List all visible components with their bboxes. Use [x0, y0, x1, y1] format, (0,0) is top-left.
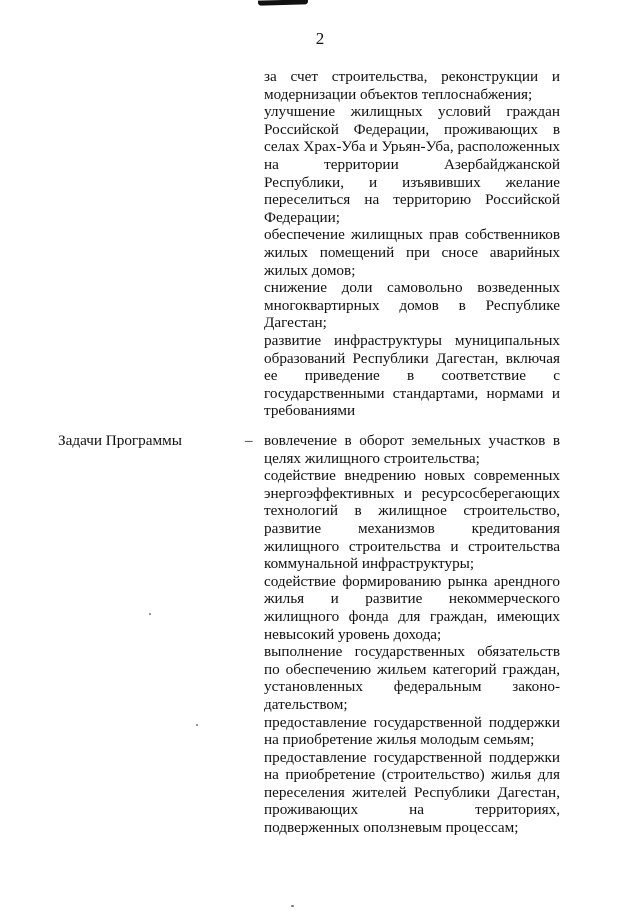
goals-continued-block	[264, 68, 560, 420]
page-number: 2	[315, 29, 325, 48]
tasks-block	[264, 432, 560, 837]
scan-mark	[258, 0, 308, 6]
scan-speck	[149, 613, 151, 615]
goal-item: улучшение жилищных условий граждан Российской Федерации, проживающих в селах Храх-Уба и Урьян-Уба, расположенных на территории Азербайджанской Республики, и изъявивших желание переселиться на территорию Российской Федерации;	[264, 103, 560, 226]
goal-item: за счет строительства, реконструкции и модернизации объектов теплоснабжения;	[264, 68, 560, 103]
scan-speck	[291, 905, 294, 907]
tasks-section-label: Задачи Программы	[58, 432, 182, 449]
task-item: предоставление государственной поддержки на приобретение жилья молодым семьям;	[264, 713, 560, 749]
task-item: выполнение государственных обязательств по обеспечению жильем категорий граждан, установленных федеральным законо-дательством;	[264, 643, 560, 713]
task-item: содействие внедрению новых современных энергоэффективных и ресурсосберегающих технологий в жилищное строительство, развитие механизмов кредитования жилищного строительства и строительства коммунальной инфраструктуры;	[264, 467, 560, 573]
goal-item: обеспечение жилищных прав собственников жилых помещений при сносе аварийных жилых домов;	[264, 226, 560, 279]
task-item: содействие формированию рынка арендного жилья и развитие некоммерческого жилищного фонда для граждан, имеющих невысокий уровень дохода;	[264, 572, 560, 643]
task-item: предоставление государственной поддержки на приобретение (строительство) жилья для переселения жителей Республики Дагестан, проживающих на территориях, подверженных оползневым процессам;	[264, 748, 560, 837]
goal-item: развитие инфраструктуры муниципальных образований Республики Дагестан, включая ее приведение в соответствие с государственными стандартами, нормами и требованиями	[264, 331, 560, 420]
tasks-section-dash: –	[245, 432, 253, 449]
goal-item: снижение доли самовольно возведенных многоквартирных домов в Республике Дагестан;	[264, 279, 560, 332]
task-item: вовлечение в оборот земельных участков в целях жилищного строительства;	[264, 432, 560, 467]
scan-speck	[196, 724, 198, 726]
